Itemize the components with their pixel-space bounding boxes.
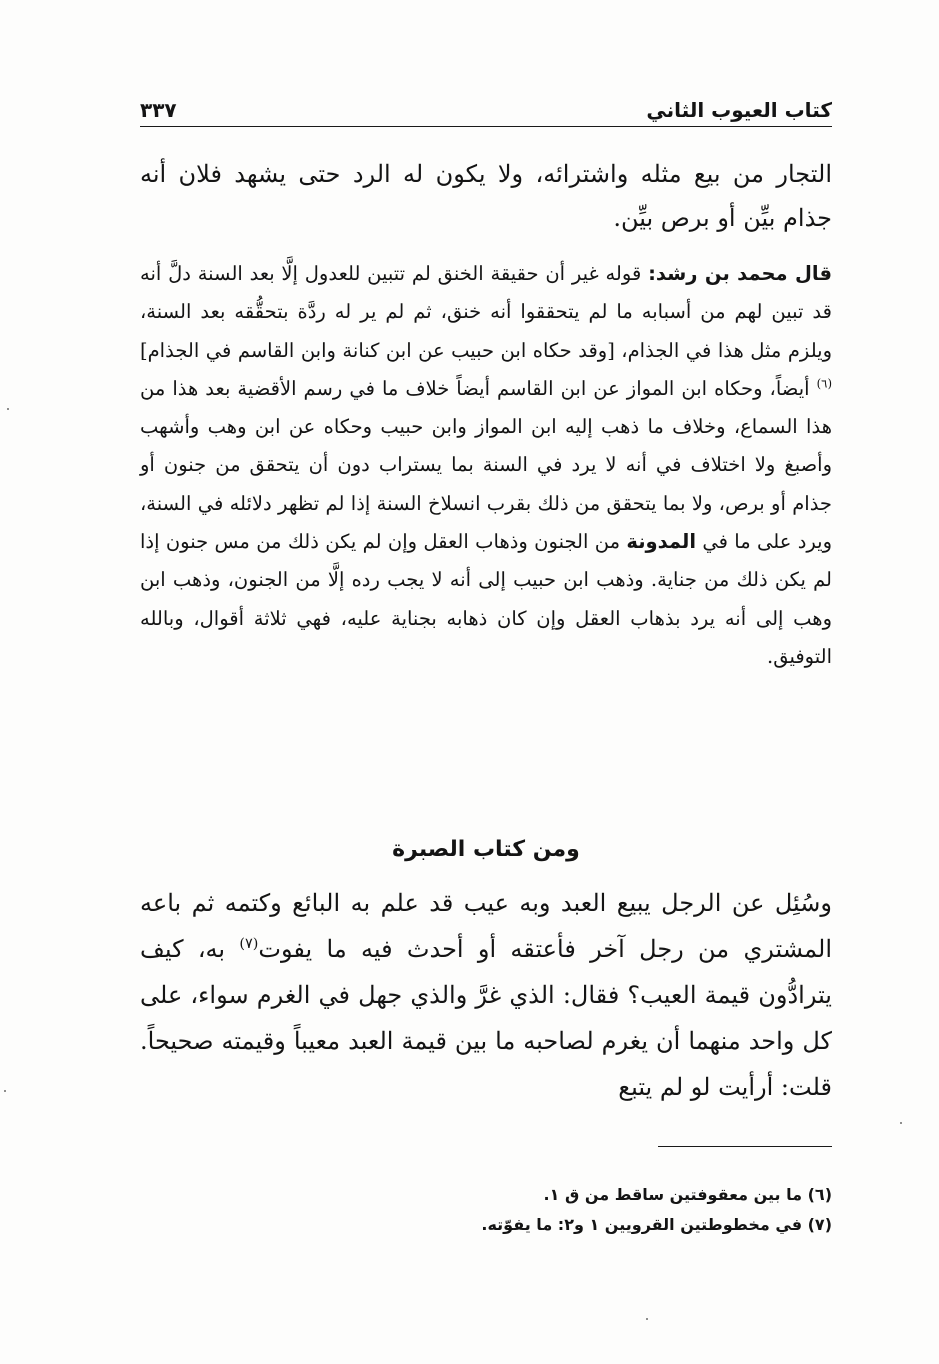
scan-speck xyxy=(7,408,9,410)
footnote-7: (٧) في مخطوطتين القرويين ١ و٢: ما يفوّته. xyxy=(481,1215,832,1234)
footnote-rule xyxy=(658,1146,832,1147)
header-rule xyxy=(140,126,832,127)
paragraph-2-text-a: قوله غير أن حقيقة الخنق لم تتبين للعدول إلَّا بعد السنة دلَّ أنه قد تبين لهم من أسبابه ما لم يتحققوا أنه خنق، ثم لم ير له ردَّة بتحقُّقه بعد السنة، ويلزم مثل هذا في الجذام، [وقد حكاه ابن حبيب عن ابن كنانة وابن القاسم في الجذام] xyxy=(140,262,832,362)
footnote-ref-7: (٧) xyxy=(239,936,259,952)
paragraph-2-text-b: أيضاً، وحكاه ابن المواز عن ابن القاسم أيضاً خلاف ما في رسم الأقضية بعد هذا من هذا السماع، وخلاف ما ذهب إليه ابن المواز وابن حبيب وحكاه عن ابن وهب وأشهب وأصبغ ولا اختلاف في أنه لا يرد في السنة بما يستراب دون أن يتحقق من جنون أو جذام أو برص، ولا بما يتحقق من ذلك بقرب انسلاخ السنة إذا لم تظهر دلائله في السنة، ويرد على ما في xyxy=(140,376,832,554)
footnotes xyxy=(140,1180,832,1240)
bold-term-mudawwana: المدونة xyxy=(626,530,697,554)
section-title: ومن كتاب الصبرة xyxy=(392,837,580,862)
scan-speck xyxy=(4,1090,6,1092)
scan-speck xyxy=(646,1318,648,1320)
footnote-ref-6: (٦) xyxy=(816,376,832,391)
paragraph-3-text-a: وسُئِل عن الرجل يبيع العبد وبه عيب قد علم به البائع وكتمه ثم باعه المشتري من رجل آخر فأعتقه أو أحدث فيه ما يفوت xyxy=(140,889,833,963)
paragraph-3 xyxy=(140,880,832,1110)
page-header xyxy=(140,92,832,128)
paragraph-2 xyxy=(140,255,832,676)
footnote-6: (٦) ما بين معقوفتين ساقط من ق ١. xyxy=(543,1185,832,1204)
page-number: ٣٣٧ xyxy=(140,98,177,122)
speaker-label: قال محمد بن رشد: xyxy=(648,262,832,285)
scan-speck xyxy=(900,1122,902,1124)
running-title: كتاب العيوب الثاني xyxy=(646,98,832,122)
paragraph-3-text-b: به، كيف يترادُّون قيمة العيب؟ فقال: الذي غرَّ والذي جهل في الغرم سواء، على كل واحد منهما أن يغرم لصاحبه ما بين قيمة العبد معيباً وقيمته صحيحاً. قلت: أرأيت لو لم يتبع xyxy=(140,935,832,1101)
paragraph-1: التجار من بيع مثله واشترائه، ولا يكون له الرد حتى يشهد فلان أنه جذام بيِّن أو برص بيِّن. xyxy=(140,160,832,232)
paragraph-2-text-c: من الجنون وذهاب العقل وإن لم يكن ذلك من مس جنون إذا لم يكن ذلك من جناية. وذهب ابن حبيب إلى أنه لا يجب رده إلَّا من الجنون، وذهب ابن وهب إلى أنه يرد بذهاب العقل وإن كان ذهابه بجناية عليه، فهي ثلاثة أقوال، وبالله التوفيق. xyxy=(140,530,832,668)
